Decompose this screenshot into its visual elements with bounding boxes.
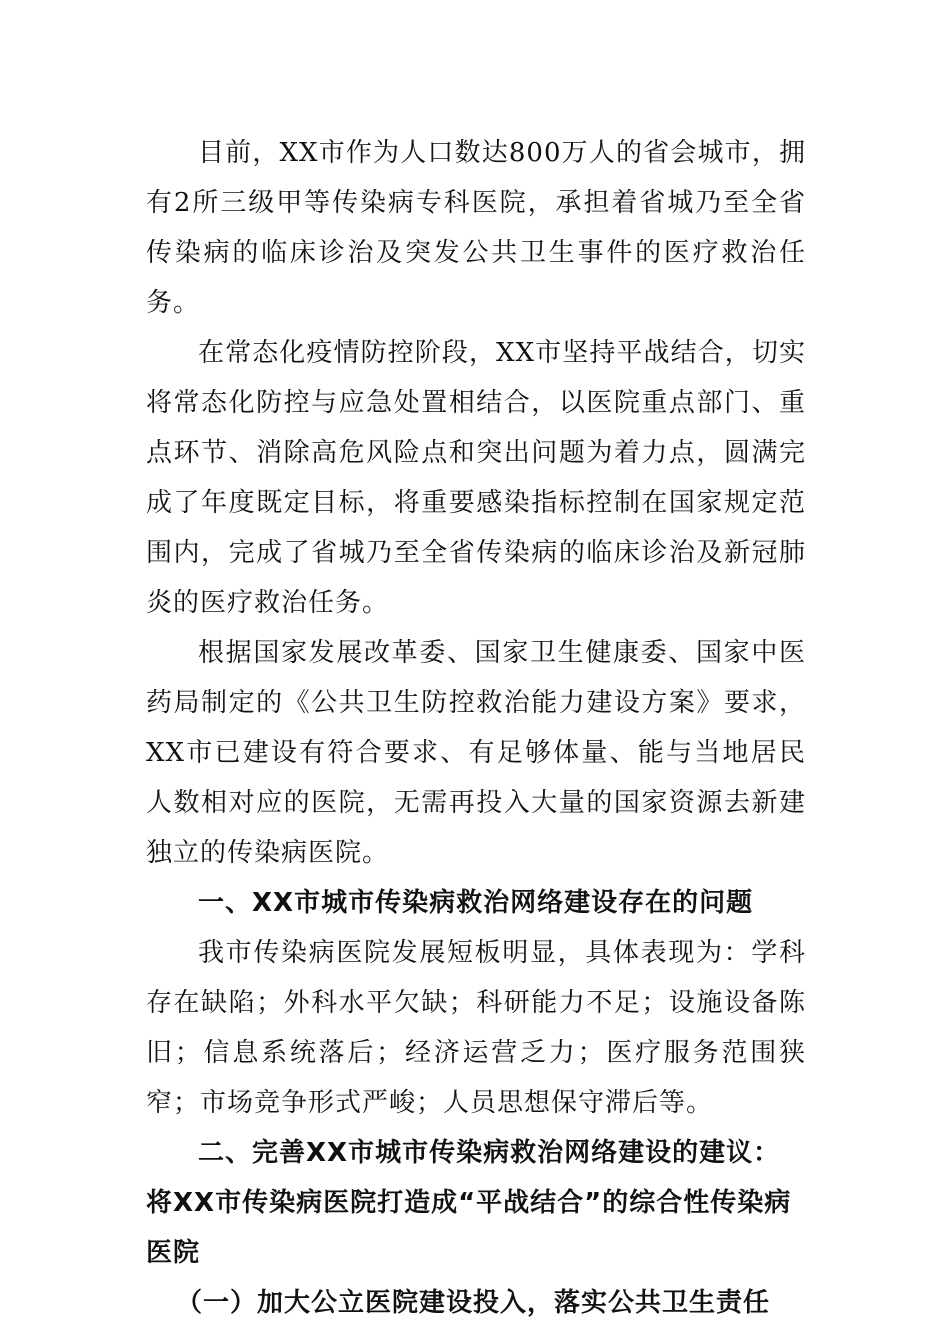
paragraph-intro: 目前，XX市作为人口数达800万人的省会城市，拥有2所三级甲等传染病专科医院，承担着省城乃至全省传染病的临床诊治及突发公共卫生事件的医疗救治任务。	[146, 138, 806, 318]
subsection-heading-investment: （一）加大公立医院建设投入，落实公共卫生责任	[176, 1288, 771, 1318]
section-heading-suggestions: 二、完善XX市城市传染病救治网络建设的建议：将XX市传染病医院打造成“平战结合”的综合性传染病医院	[146, 1138, 792, 1268]
paragraph-shortcomings: 我市传染病医院发展短板明显，具体表现为：学科存在缺陷；外科水平欠缺；科研能力不足；设施设备陈旧；信息系统落后；经济运营乏力；医疗服务范围狭窄；市场竞争形式严峻；人员思想保守滞后等。	[146, 938, 806, 1118]
paragraph-plan: 根据国家发展改革委、国家卫生健康委、国家中医药局制定的《公共卫生防控救治能力建设方案》要求，XX市已建设有符合要求、有足够体量、能与当地居民人数相对应的医院，无需再投入大量的国家资源去新建独立的传染病医院。	[146, 638, 806, 868]
document-body	[146, 128, 806, 1328]
paragraph-prevention: 在常态化疫情防控阶段，XX市坚持平战结合，切实将常态化防控与应急处置相结合，以医院重点部门、重点环节、消除高危风险点和突出问题为着力点，圆满完成了年度既定目标，将重要感染指标控制在国家规定范围内，完成了省城乃至全省传染病的临床诊治及新冠肺炎的医疗救治任务。	[146, 338, 806, 618]
section-heading-problems: 一、XX市城市传染病救治网络建设存在的问题	[198, 888, 754, 918]
